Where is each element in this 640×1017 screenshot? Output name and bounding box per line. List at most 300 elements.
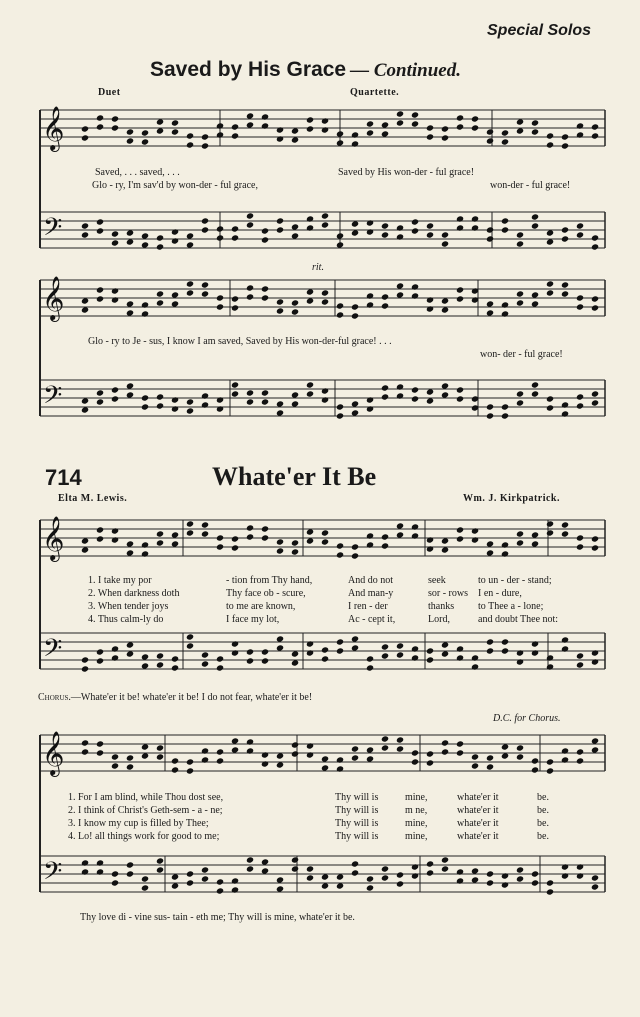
notehead <box>246 648 254 655</box>
notehead <box>561 521 569 528</box>
notehead <box>96 295 104 302</box>
notehead <box>501 129 509 136</box>
notehead <box>321 221 329 228</box>
notehead <box>96 859 104 866</box>
notehead <box>186 870 194 877</box>
notehead <box>156 753 164 760</box>
notehead <box>381 384 389 391</box>
verse-cell: 4. Thus calm-ly do <box>88 614 164 625</box>
refrain-cell: be. <box>537 818 549 829</box>
notehead <box>276 135 284 142</box>
notehead <box>591 390 599 397</box>
notehead <box>531 757 539 764</box>
notehead <box>411 749 419 756</box>
notehead <box>111 536 119 543</box>
notehead <box>156 539 164 546</box>
notehead <box>156 530 164 537</box>
notehead <box>471 663 479 670</box>
notehead <box>501 138 509 145</box>
refrain-block <box>68 792 578 844</box>
notehead <box>366 219 374 226</box>
refrain-cell: 1. For I am blind, while Thou dost see, <box>68 792 224 803</box>
notehead <box>426 296 434 303</box>
notehead <box>396 224 404 231</box>
notehead <box>231 544 239 551</box>
notehead <box>321 289 329 296</box>
notehead <box>96 535 104 542</box>
notehead <box>201 521 209 528</box>
notehead <box>126 137 134 144</box>
notehead <box>411 386 419 393</box>
notehead <box>561 863 569 870</box>
verse-cell: thanks <box>428 601 455 612</box>
notehead <box>201 281 209 288</box>
song1-lyric-2b: won-der - ful grace! <box>490 180 571 191</box>
notehead <box>576 543 584 550</box>
notehead <box>111 645 119 652</box>
verse-cell: 1. I take my por <box>88 575 152 586</box>
notehead <box>201 747 209 754</box>
notehead <box>276 307 284 314</box>
refrain-cell: Thy will is <box>335 818 379 829</box>
notehead <box>486 647 494 654</box>
notehead <box>426 656 434 663</box>
notehead <box>246 533 254 540</box>
refrain-cell: Thy will is <box>335 831 379 842</box>
notehead <box>96 526 104 533</box>
notehead <box>96 648 104 655</box>
notehead <box>426 222 434 229</box>
notehead <box>561 530 569 537</box>
notehead <box>456 749 464 756</box>
bass-clef: 𝄢 <box>43 381 63 416</box>
notehead <box>366 541 374 548</box>
notehead <box>111 654 119 661</box>
notehead <box>96 123 104 130</box>
notehead <box>96 227 104 234</box>
notehead <box>576 534 584 541</box>
verse-cell: Ac - cept it, <box>348 614 396 625</box>
notehead <box>591 649 599 656</box>
notehead <box>201 133 209 140</box>
notehead <box>381 533 389 540</box>
refrain-cell: be. <box>537 831 549 842</box>
treble-clef: 𝄞 <box>42 731 65 775</box>
notehead <box>171 757 179 764</box>
notehead <box>111 124 119 131</box>
notehead <box>351 869 359 876</box>
notehead <box>546 404 554 411</box>
notehead <box>441 134 449 141</box>
notehead <box>516 744 524 751</box>
notehead <box>291 856 299 863</box>
notehead <box>216 543 224 550</box>
notehead <box>456 526 464 533</box>
notehead <box>561 756 569 763</box>
notehead <box>366 301 374 308</box>
notehead <box>81 868 89 875</box>
notehead <box>156 661 164 668</box>
notehead <box>516 390 524 397</box>
notehead <box>456 114 464 121</box>
notehead <box>591 123 599 130</box>
notehead <box>321 538 329 545</box>
notehead <box>276 298 284 305</box>
notehead <box>186 879 194 886</box>
notehead <box>141 310 149 317</box>
notehead <box>111 115 119 122</box>
notehead <box>426 759 434 766</box>
notehead <box>111 762 119 769</box>
notehead <box>231 886 239 893</box>
notehead <box>486 870 494 877</box>
notehead <box>156 402 164 409</box>
notehead <box>576 757 584 764</box>
notehead <box>501 217 509 224</box>
notehead <box>501 881 509 888</box>
notehead <box>501 301 509 308</box>
notehead <box>261 398 269 405</box>
notehead <box>111 386 119 393</box>
notehead <box>216 748 224 755</box>
notehead <box>156 652 164 659</box>
notehead <box>216 122 224 129</box>
notehead <box>396 745 404 752</box>
notehead <box>171 396 179 403</box>
notehead <box>111 239 119 246</box>
chorus-line <box>38 692 312 703</box>
notehead <box>516 875 524 882</box>
notehead <box>201 392 209 399</box>
notehead <box>456 868 464 875</box>
refrain-cell: mine, <box>405 818 428 829</box>
notehead <box>231 234 239 241</box>
notehead <box>201 290 209 297</box>
notehead <box>486 128 494 135</box>
notehead <box>351 552 359 559</box>
notehead <box>261 122 269 129</box>
hymn-number: 714 <box>45 465 82 490</box>
notehead <box>366 875 374 882</box>
notehead <box>276 538 284 545</box>
notehead <box>591 132 599 139</box>
notehead <box>186 289 194 296</box>
notehead <box>576 131 584 138</box>
notehead <box>96 286 104 293</box>
notehead <box>306 224 314 231</box>
bass-clef: 𝄢 <box>43 857 63 892</box>
notehead <box>396 392 404 399</box>
notehead <box>96 218 104 225</box>
notehead <box>231 381 239 388</box>
song1-lyric-1a: Saved, . . . saved, . . . <box>95 167 180 178</box>
notehead <box>261 294 269 301</box>
notehead <box>111 230 119 237</box>
notehead <box>456 654 464 661</box>
refrain-cell: 2. I think of Christ's Geth-sem - a - ne; <box>68 805 223 816</box>
notehead <box>516 399 524 406</box>
notehead <box>276 217 284 224</box>
notehead <box>486 403 494 410</box>
notehead <box>576 661 584 668</box>
verse-cell: Thy face ob - scure, <box>226 588 306 599</box>
notehead <box>201 660 209 667</box>
notehead <box>396 383 404 390</box>
notehead <box>456 877 464 884</box>
refrain-row-2 <box>68 805 578 818</box>
notehead <box>366 292 374 299</box>
notehead <box>246 212 254 219</box>
notehead <box>531 119 539 126</box>
notehead <box>216 234 224 241</box>
notehead <box>561 142 569 149</box>
notehead <box>441 240 449 247</box>
notehead <box>141 541 149 548</box>
notehead <box>186 520 194 527</box>
notehead <box>561 636 569 643</box>
notehead <box>381 222 389 229</box>
chorus-label: Chorus. <box>38 692 71 703</box>
notehead <box>351 140 359 147</box>
notehead <box>321 298 329 305</box>
notehead <box>546 888 554 895</box>
notehead <box>546 879 554 886</box>
notehead <box>381 865 389 872</box>
verse-cell: I ren - der <box>348 601 388 612</box>
notehead <box>486 226 494 233</box>
notehead <box>321 529 329 536</box>
notehead <box>216 664 224 671</box>
notehead <box>366 405 374 412</box>
notehead <box>336 403 344 410</box>
song2-composer: Wm. J. Kirkpatrick. <box>463 493 560 504</box>
notehead <box>561 410 569 417</box>
notehead <box>411 395 419 402</box>
notehead <box>351 543 359 550</box>
notehead <box>366 120 374 127</box>
notehead <box>261 285 269 292</box>
notehead <box>366 884 374 891</box>
notehead <box>156 290 164 297</box>
notehead <box>456 295 464 302</box>
notehead <box>486 412 494 419</box>
notehead <box>576 231 584 238</box>
notehead <box>576 402 584 409</box>
notehead <box>141 884 149 891</box>
notehead <box>456 740 464 747</box>
notehead <box>186 141 194 148</box>
notehead <box>381 735 389 742</box>
refrain-cell: 3. I know my cup is filled by Thee; <box>68 818 209 829</box>
notehead <box>246 524 254 531</box>
notehead <box>216 396 224 403</box>
rit-label: rit. <box>312 262 324 273</box>
notehead <box>531 870 539 877</box>
notehead <box>411 645 419 652</box>
notehead <box>501 872 509 879</box>
notehead <box>231 640 239 647</box>
notehead <box>336 647 344 654</box>
song1-title: Saved by His Grace <box>150 58 347 81</box>
notehead <box>231 535 239 542</box>
notehead <box>531 222 539 229</box>
notehead <box>126 128 134 135</box>
verse-cell: Lord, <box>428 614 450 625</box>
notehead <box>426 545 434 552</box>
notehead <box>306 865 314 872</box>
section-label: Special Solos <box>487 22 592 39</box>
notehead <box>456 123 464 130</box>
notehead <box>246 389 254 396</box>
notehead <box>366 228 374 235</box>
notehead <box>411 283 419 290</box>
notehead <box>306 116 314 123</box>
bottom-lyric: Thy love di - vine sus- tain - eth me; Thy will is mine, whate'er it be. <box>80 912 355 923</box>
refrain-row-4 <box>68 831 578 844</box>
notehead <box>501 647 509 654</box>
notehead <box>306 874 314 881</box>
notehead <box>516 866 524 873</box>
notehead <box>366 129 374 136</box>
notehead <box>411 120 419 127</box>
verse-cell: and doubt Thee not: <box>478 614 559 625</box>
notehead <box>516 649 524 656</box>
notehead <box>336 756 344 763</box>
song2-author: Elta M. Lewis. <box>58 493 128 504</box>
notehead <box>576 122 584 129</box>
notehead <box>516 299 524 306</box>
notehead <box>96 740 104 747</box>
notehead <box>231 390 239 397</box>
notehead <box>411 872 419 879</box>
notehead <box>336 311 344 318</box>
notehead <box>171 405 179 412</box>
notehead <box>546 663 554 670</box>
notehead <box>426 231 434 238</box>
chorus-text: —Whate'er it be! whate'er it be! I do not fear, whate'er it be! <box>70 692 313 703</box>
notehead <box>366 655 374 662</box>
notehead <box>141 138 149 145</box>
notehead <box>126 870 134 877</box>
notehead <box>186 633 194 640</box>
notehead <box>516 290 524 297</box>
verse-cell: 2. When darkness doth <box>88 588 180 599</box>
notehead <box>441 231 449 238</box>
notehead <box>231 877 239 884</box>
notehead <box>411 292 419 299</box>
notehead <box>426 750 434 757</box>
notehead <box>456 386 464 393</box>
notehead <box>411 111 419 118</box>
notehead <box>336 638 344 645</box>
notehead <box>471 224 479 231</box>
bass-clef: 𝄢 <box>43 634 63 669</box>
notehead <box>261 657 269 664</box>
notehead <box>426 305 434 312</box>
notehead <box>426 124 434 131</box>
notehead <box>381 652 389 659</box>
notehead <box>81 222 89 229</box>
notehead <box>456 395 464 402</box>
refrain-cell: be. <box>537 792 549 803</box>
notehead <box>156 299 164 306</box>
notehead <box>246 398 254 405</box>
notehead <box>516 658 524 665</box>
notehead <box>381 231 389 238</box>
refrain-cell: whate'er it <box>457 792 499 803</box>
notehead <box>246 657 254 664</box>
notehead <box>591 883 599 890</box>
notehead <box>291 299 299 306</box>
notehead <box>456 286 464 293</box>
notehead <box>396 642 404 649</box>
verse-cell: to Thee a - lone; <box>478 601 544 612</box>
notehead <box>486 754 494 761</box>
notehead <box>561 645 569 652</box>
notehead <box>321 126 329 133</box>
notehead <box>546 395 554 402</box>
treble-clef: 𝄞 <box>42 106 65 150</box>
refrain-cell: be. <box>537 805 549 816</box>
notehead <box>351 754 359 761</box>
notehead <box>261 113 269 120</box>
notehead <box>96 389 104 396</box>
notehead <box>561 226 569 233</box>
verse-row-4 <box>88 614 593 627</box>
refrain-cell: 4. Lo! all things work for good to me; <box>68 831 220 842</box>
notehead <box>96 114 104 121</box>
notehead <box>291 308 299 315</box>
notehead <box>351 131 359 138</box>
notehead <box>396 736 404 743</box>
notehead <box>486 638 494 645</box>
notehead <box>576 222 584 229</box>
notehead <box>141 129 149 136</box>
notehead <box>201 530 209 537</box>
notehead <box>186 767 194 774</box>
notehead <box>531 128 539 135</box>
notehead <box>171 228 179 235</box>
notehead <box>501 550 509 557</box>
notehead <box>231 123 239 130</box>
notehead <box>201 866 209 873</box>
notehead <box>441 856 449 863</box>
notehead <box>171 237 179 244</box>
notehead <box>216 887 224 894</box>
notehead <box>456 224 464 231</box>
notehead <box>306 640 314 647</box>
notehead <box>81 231 89 238</box>
notehead <box>186 398 194 405</box>
notehead <box>381 393 389 400</box>
notehead <box>411 654 419 661</box>
notehead <box>576 872 584 879</box>
notehead <box>546 280 554 287</box>
notehead <box>501 541 509 548</box>
notehead <box>261 534 269 541</box>
notehead <box>186 529 194 536</box>
notehead <box>351 745 359 752</box>
refrain-cell: whate'er it <box>457 805 499 816</box>
notehead <box>396 119 404 126</box>
notehead <box>471 115 479 122</box>
notehead <box>201 217 209 224</box>
notehead <box>576 863 584 870</box>
notehead <box>546 141 554 148</box>
notehead <box>411 218 419 225</box>
notehead <box>531 381 539 388</box>
refrain-cell: Thy will is <box>335 805 379 816</box>
